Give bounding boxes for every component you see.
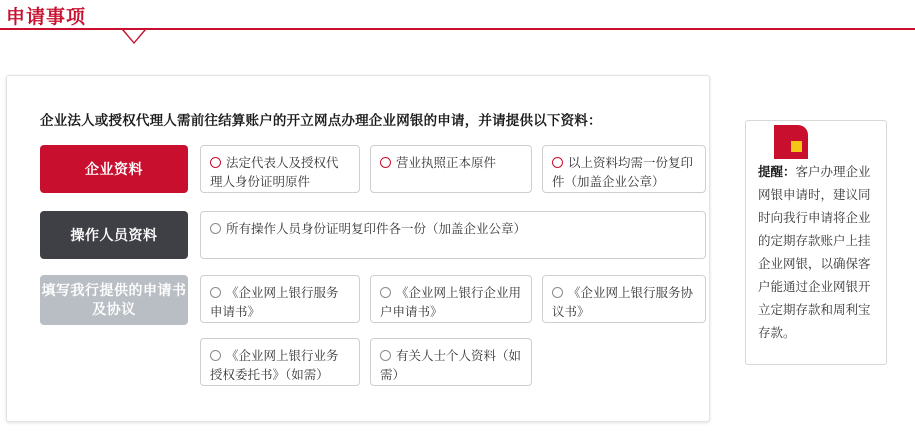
logo-square-accent (791, 141, 802, 152)
list-item-label: 以上资料均需一份复印件（加盖企业公章） (552, 156, 694, 189)
lead-instruction: 企业法人或授权代理人需前往结算账户的开立网点办理企业网银的申请，并请提供以下资料： (40, 113, 602, 128)
circle-bullet-icon (210, 350, 221, 361)
circle-bullet-icon (552, 287, 563, 298)
list-item (370, 338, 532, 386)
list-item (370, 275, 532, 323)
tip-label: 提醒： (758, 165, 796, 179)
list-item-label: 《企业网上银行服务申请书》 (210, 286, 339, 319)
list-item-label: 法定代表人及授权代理人身份证明原件 (210, 156, 339, 189)
bank-logo-icon (774, 125, 808, 159)
list-item-label: 有关人士个人资料（如需） (380, 349, 522, 382)
list-item-label: 《企业网上银行业务授权委托书》（如需） (210, 349, 339, 382)
category-label-operator-docs: 操作人员资料 (40, 211, 188, 259)
list-item-label: 《企业网上银行服务协议书》 (552, 286, 694, 319)
list-item (200, 145, 360, 193)
list-item-label: 《企业网上银行企业用户申请书》 (380, 286, 522, 319)
header-notch-inner-icon (124, 30, 144, 42)
category-label-company-docs: 企业资料 (40, 145, 188, 193)
category-label-application-forms: 填写我行提供的申请书及协议 (40, 275, 188, 325)
list-item (542, 275, 706, 323)
circle-bullet-icon (380, 157, 391, 168)
page-header (0, 0, 915, 46)
tip-content: 客户办理企业网银申请时，建议同时向我行申请将企业的定期存款账户上挂企业网银，以确保客户能通过企业网银开立定期存款和周利宝存款。 (758, 165, 871, 340)
requirements-card (6, 75, 710, 422)
tip-panel (745, 120, 887, 365)
circle-bullet-icon (380, 287, 391, 298)
list-item-label: 营业执照正本原件 (396, 156, 497, 170)
circle-bullet-icon (210, 157, 221, 168)
list-item (200, 211, 706, 259)
list-item (370, 145, 532, 193)
page-title: 申请事项 (6, 7, 87, 28)
list-item-label: 所有操作人员身份证明复印件各一份（加盖企业公章） (226, 222, 527, 236)
list-item (542, 145, 706, 193)
tip-body (758, 161, 874, 345)
circle-bullet-icon (210, 223, 221, 234)
list-item (200, 275, 360, 323)
list-item (200, 338, 360, 386)
circle-bullet-icon (380, 350, 391, 361)
circle-bullet-icon (552, 157, 563, 168)
circle-bullet-icon (210, 287, 221, 298)
